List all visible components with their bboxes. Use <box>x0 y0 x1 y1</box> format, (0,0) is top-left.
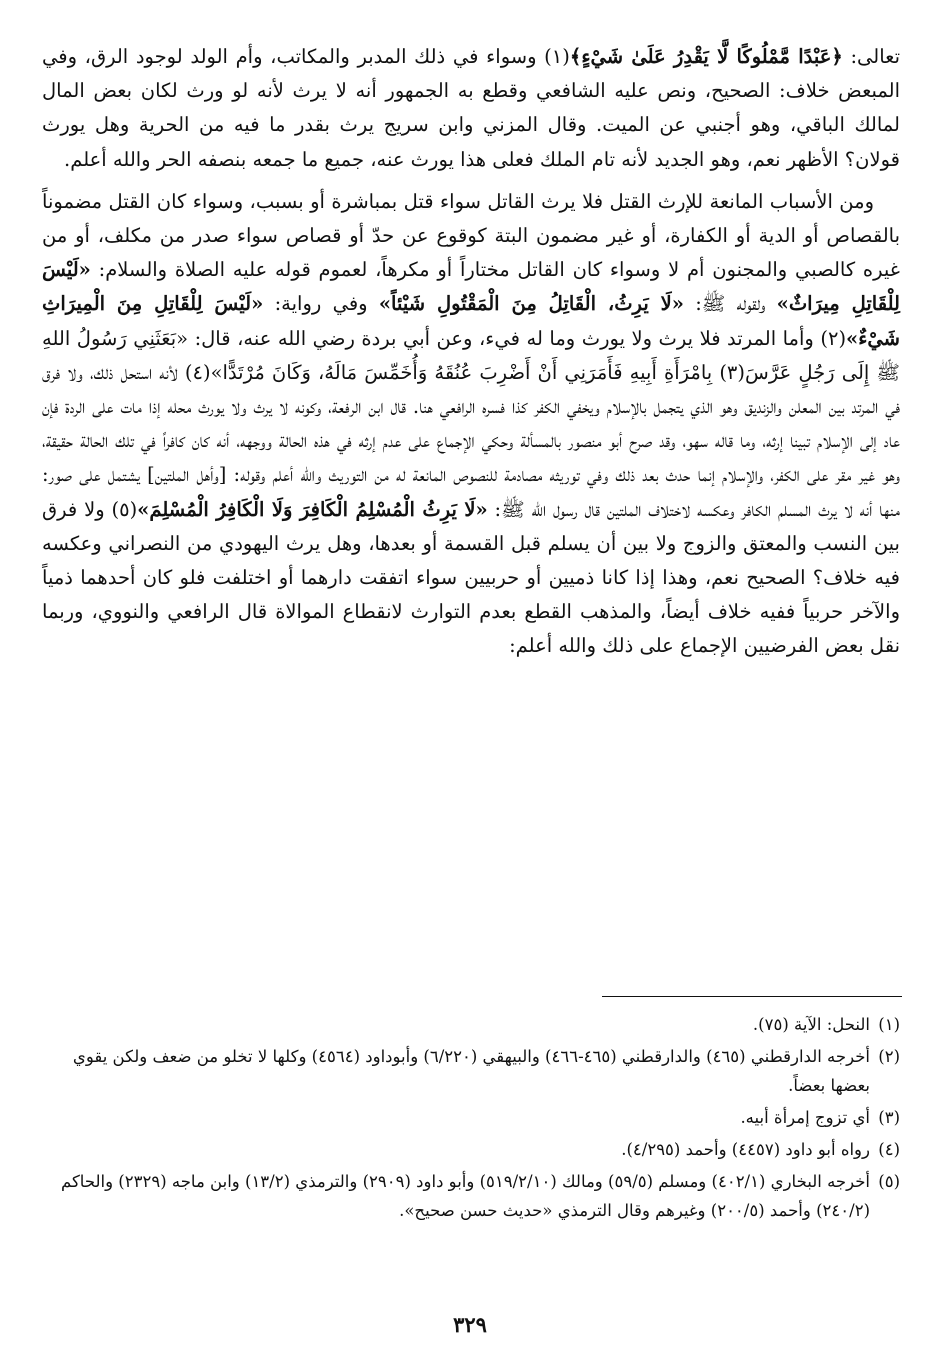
footnote-text: النحل: الآية (٧٥). <box>752 1015 870 1034</box>
text-run: (٢) وأما المرتد فلا يرث ولا يورث وما له فيء، وعن أبي بردة رضي الله عنه، قال: «بَعَثَنِي رَسُولُ اللهِ ﷺ إِلَى رَجُلٍ عَرَّسَ(٣) بِامْرَأَةِ أَبِيهِ فَأَمَرَنِي أَنْ أَضْرِبَ عُنُقَهُ وَأُخَمِّسَ مَالَهُ، وَكَانَ مُرْتَدًّا»(٤) لأنه استحل ذلك، ولا فرق في المرتد بين المعلن والزنديق وهو الذي يتجمل بالإسلام ويخفي الكفر كذا فسره الرافعي هنا. قال ابن الرفعة، وكونه لا يرث ولا يورث محله إذا مات على الردة فإن عاد إلى الإسلام تبينا إرثه، وما قاله سهو، وقد صرح أبو منصور بالمسألة وحكي الإجماع على عدم إرثه في هذه الحالة ووجهه، أنه كان كافراً في تلك الحالة حقيقة، وهو غير مقر على الكفر، والإسلام إنما حدث بعد ذلك وفي توريثه مصادمة للنصوص المانعة له من التوريث والله أعلم وقوله: [وأهل الملتين] يشتمل على صور: منها أنه لا يرث المسلم الكافر وعكسه لاختلاف الملتين قال رسول الله ﷺ: <box>42 326 901 521</box>
text-run: (٥) ولا فرق بين النسب والمعتق والزوج ولا بين أن يسلم قبل القسمة أو بعدها، وهل يرث اليهودي من النصراني وعكسه فيه خلاف؟ الصحيح نعم، وهذا إذا كانا ذميين أو حربيين سواء اتفقت دارهما أو اختلفت فلو كان أحدهما ذمياً والآخر حربياً ففيه خلاف أيضاً، والمذهب القطع بعدم التوارث لانقطاع الموالاة قال الرافعي والنووي، وربما نقل بعض الفرضيين الإجماع على ذلك والله أعلم: <box>42 497 900 658</box>
page-number: ٣٢٩ <box>453 1312 487 1337</box>
footnote-number: (٢) <box>878 1047 900 1066</box>
quoted-text: «لَا يَرِثُ الْمُسْلِمُ الْكَافِرَ وَلَا الْكَافِرُ الْمُسْلِمَ» <box>137 497 488 521</box>
footnote-number: (١) <box>878 1015 900 1034</box>
quoted-text: «لَيْسَ لِلْقَاتِلِ مِيرَاثٌ» <box>42 258 900 316</box>
footnote-number: (٤) <box>878 1140 900 1159</box>
paragraph <box>42 40 900 177</box>
footnote-text: أي تزوج إمرأة أبيه. <box>740 1108 870 1127</box>
text-run: وفي رواية: <box>263 292 379 316</box>
footnote-number: (٥) <box>878 1172 900 1191</box>
footnote <box>42 1167 900 1225</box>
quoted-text: «لَا يَرِثُ، الْقَاتِلُ مِنَ الْمَقْتُولِ شَيْئاً» <box>378 292 684 316</box>
footnote <box>42 1103 900 1132</box>
footnotes <box>42 1010 900 1228</box>
text-run: (١) وسواء في ذلك المدبر والمكاتب، وأم الولد لوجود الرق، وفي المبعض خلاف: الصحيح، ونص عليه الشافعي وقطع به الجمهور أنه لا يرث لأنه لو ورث لكان بعض المال لمالك الباقي، وهو أجنبي عن الميت. وقال المزني وابن سريج يرث بقدر ما فيه من الحرية وهل يورث قولان؟ الأظهر نعم، وهو الجديد لأنه تام الملك فعلى هذا يورث عنه، جميع ما جمعه بنصفه الحر والله أعلم. <box>42 45 900 171</box>
footnote-text: رواه أبو داود (٤٤٥٧) وأحمد (٤/٢٩٥). <box>621 1140 870 1159</box>
footnote <box>42 1042 900 1100</box>
text-run: ومن الأسباب المانعة للإرث القتل فلا يرث القاتل سواء قتل بمباشرة أو بسبب، وسواء كان القتل مضموناً بالقصاص أو الدية أو الكفارة، أو غير مضمون البتة كوقوع عن حدّ أو قصاص سواء صدر من مكلف، أو من غيره كالصبي والمجنون أم لا وسواء كان القاتل مختاراً أو مكرهاً، لعموم قوله عليه الصلاة والسلام: <box>42 189 900 282</box>
text-run: ولقوله ﷺ: <box>683 292 777 316</box>
quoted-text: «لَيْسَ لِلْقَاتِلِ مِنَ الْمِيرَاثِ شَيْءٌ» <box>42 292 900 350</box>
paragraph <box>42 185 900 664</box>
text-run: تعالى: <box>842 45 900 68</box>
footnote <box>42 1135 900 1164</box>
footnote-text: أخرجه الدارقطني (٤٦٥) والدارقطني (٤٦٥-٤٦٦) والبيهقي (٦/٢٢٠) وأبوداود (٤٥٦٤) وكلها لا تخلو من ضعف ولكن يقوي بعضها بعضاً. <box>72 1047 870 1095</box>
main-text <box>42 40 900 664</box>
footnote-number: (٣) <box>878 1108 900 1127</box>
footnote-separator <box>602 996 902 997</box>
footnote-text: أخرجه البخاري (٤٠٢/١) ومسلم (٥٩/٥) ومالك (٥١٩/٢/١٠) وأبو داود (٢٩٠٩) والترمذي (١٣/٢) وابن ماجه (٢٣٢٩) والحاكم (٢٤٠/٢) وأحمد (٢٠٠/٥) وغيرهم وقال الترمذي «حديث حسن صحيح». <box>60 1172 870 1220</box>
quoted-text: ﴿عَبْدًا مَّمْلُوكًا لَّا يَقْدِرُ عَلَىٰ شَيْءٍ﴾ <box>569 45 843 68</box>
footnote <box>42 1010 900 1039</box>
